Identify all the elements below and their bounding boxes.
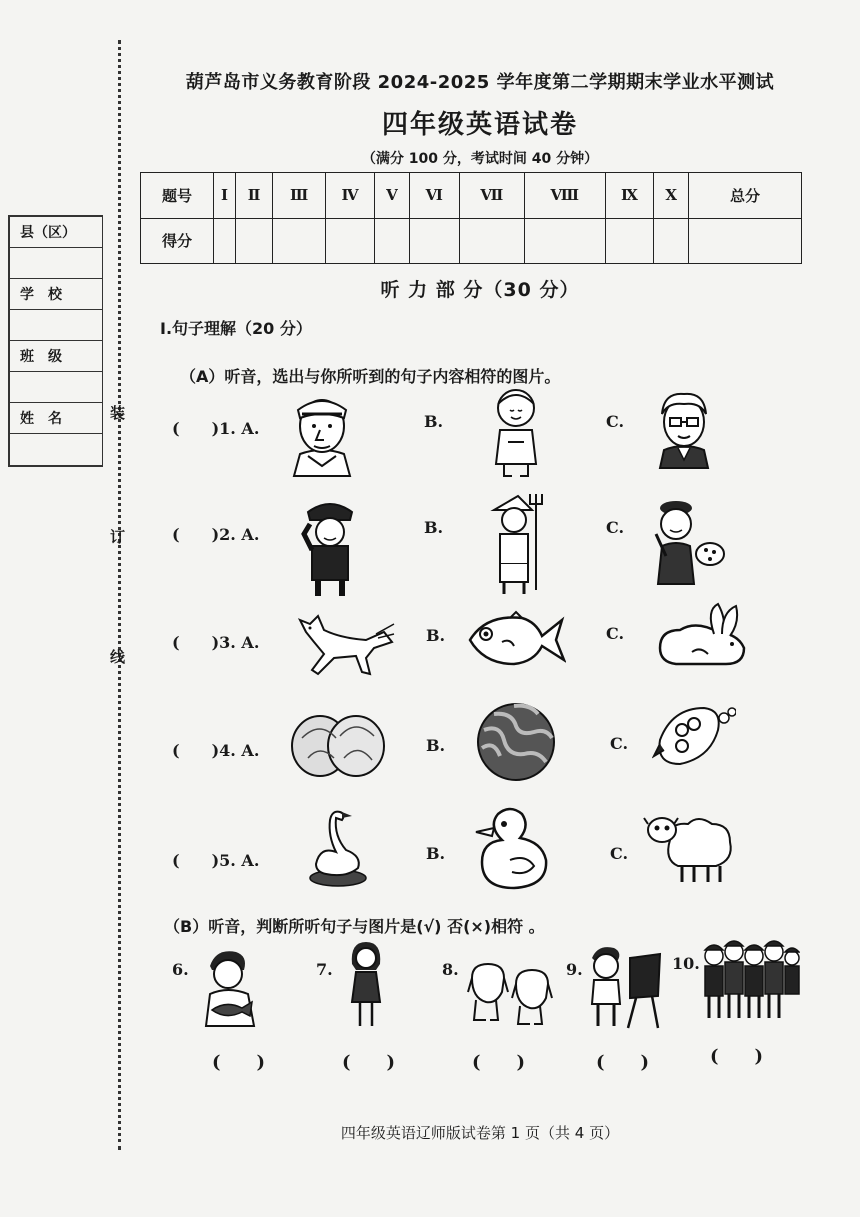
score-col-8: Ⅷ (524, 173, 605, 219)
boy-at-board-icon[interactable] (586, 944, 662, 1030)
question-5-option-c: C. (610, 844, 629, 863)
question-4-option-c: C. (610, 734, 629, 753)
partB-item-10-number: 10. (672, 954, 700, 973)
score-col-1: Ⅰ (214, 173, 236, 219)
painter-icon[interactable] (652, 494, 726, 586)
score-cell[interactable] (325, 218, 374, 264)
field-name: 姓 名 (10, 403, 102, 434)
field-class: 班 级 (10, 341, 102, 372)
horse-icon[interactable] (296, 612, 396, 678)
score-cell[interactable] (524, 218, 605, 264)
binding-char-xian: 线 (110, 648, 126, 666)
exam-title-line1: 葫芦岛市义务教育阶段 2024-2025 学年度第二学期期末学业水平测试 (185, 72, 775, 93)
partB-item-8-answer[interactable]: ( ) (472, 1052, 526, 1073)
farmer-icon[interactable] (488, 490, 544, 596)
question-5-number: ( )5. A. (172, 851, 260, 870)
partB-item-7-answer[interactable]: ( ) (342, 1052, 396, 1073)
policeman-icon[interactable] (300, 494, 360, 598)
binding-dotted-line (118, 40, 121, 1150)
score-cell[interactable] (375, 218, 410, 264)
boy-with-fish-icon[interactable] (196, 946, 268, 1028)
score-table-score-row (141, 218, 802, 264)
partA-instruction: （A）听音，选出与你所听到的句子内容相符的图片。 (180, 367, 561, 386)
cabbage-icon[interactable] (288, 708, 388, 780)
score-col-6: Ⅵ (409, 173, 459, 219)
sheep-icon[interactable] (642, 800, 736, 886)
question-3-option-c: C. (606, 624, 625, 643)
watermelon-icon[interactable] (474, 700, 558, 784)
score-col-7: Ⅶ (459, 173, 524, 219)
field-school-blank[interactable] (10, 310, 102, 341)
partB-item-8-number: 8. (442, 960, 459, 979)
question-5-option-b: B. (426, 844, 446, 863)
girl-icon[interactable] (346, 940, 386, 1030)
student-info-box (8, 215, 103, 467)
score-cell[interactable] (214, 218, 236, 264)
partB-instruction: （B）听音，判断所听句子与图片是(√) 否(×)相符 。 (164, 917, 545, 936)
part1-title: Ⅰ.句子理解（20 分） (160, 319, 312, 338)
binding-char-ding: 订 (110, 528, 126, 546)
question-3-number: ( )3. A. (172, 633, 260, 652)
exam-title-line2: 四年级英语试卷 (381, 110, 578, 140)
grandma-icon[interactable] (488, 386, 544, 480)
score-cell[interactable] (654, 218, 689, 264)
man-with-glasses-icon[interactable] (654, 386, 714, 470)
page-footer: 四年级英语辽师版试卷第 1 页（共 4 页） (340, 1124, 620, 1142)
score-cell[interactable] (235, 218, 272, 264)
field-name-blank[interactable] (10, 434, 102, 465)
score-col-5: Ⅴ (375, 173, 410, 219)
question-4-option-b: B. (426, 736, 446, 755)
exam-subtitle: （满分 100 分，考试时间 40 分钟） (361, 151, 599, 167)
duck-icon[interactable] (470, 804, 552, 892)
question-1-number: ( )1. A. (172, 419, 260, 438)
question-4-number: ( )4. A. (172, 741, 260, 760)
partB-item-10-answer[interactable]: ( ) (710, 1046, 764, 1067)
fish-icon[interactable] (466, 610, 566, 668)
score-table-row1-label: 题号 (141, 173, 214, 219)
score-table-header-row (141, 173, 802, 219)
score-cell[interactable] (273, 218, 326, 264)
question-1-option-c: C. (606, 412, 625, 431)
group-of-kids-icon[interactable] (700, 938, 800, 1024)
score-col-3: Ⅲ (273, 173, 326, 219)
score-cell[interactable] (459, 218, 524, 264)
partB-item-9-answer[interactable]: ( ) (596, 1052, 650, 1073)
question-2-option-c: C. (606, 518, 625, 537)
score-cell-total[interactable] (689, 218, 802, 264)
binding-char-zhuang: 装 (110, 404, 126, 422)
question-2-option-b: B. (424, 518, 444, 537)
dogs-icon[interactable] (466, 958, 562, 1026)
score-col-2: Ⅱ (235, 173, 272, 219)
swan-icon[interactable] (306, 806, 368, 890)
score-col-10: Ⅹ (654, 173, 689, 219)
old-man-icon[interactable] (286, 388, 358, 480)
question-2-number: ( )2. A. (172, 525, 260, 544)
score-table (140, 172, 802, 264)
question-3-option-b: B. (426, 626, 446, 645)
score-cell[interactable] (409, 218, 459, 264)
partB-item-9-number: 9. (566, 960, 583, 979)
score-col-total: 总分 (689, 173, 802, 219)
partB-item-7-number: 7. (316, 960, 333, 979)
question-1-option-b: B. (424, 412, 444, 431)
listening-section-title: 听 力 部 分（30 分） (380, 279, 580, 301)
field-county-blank[interactable] (10, 248, 102, 279)
peas-icon[interactable] (652, 700, 736, 770)
score-table-row2-label: 得分 (141, 218, 214, 264)
partB-item-6-number: 6. (172, 960, 189, 979)
score-col-9: Ⅸ (605, 173, 654, 219)
field-county: 县（区） (10, 217, 102, 248)
rabbit-icon[interactable] (656, 600, 750, 670)
field-school: 学 校 (10, 279, 102, 310)
field-class-blank[interactable] (10, 372, 102, 403)
score-cell[interactable] (605, 218, 654, 264)
partB-item-6-answer[interactable]: ( ) (212, 1052, 266, 1073)
score-col-4: Ⅳ (325, 173, 374, 219)
